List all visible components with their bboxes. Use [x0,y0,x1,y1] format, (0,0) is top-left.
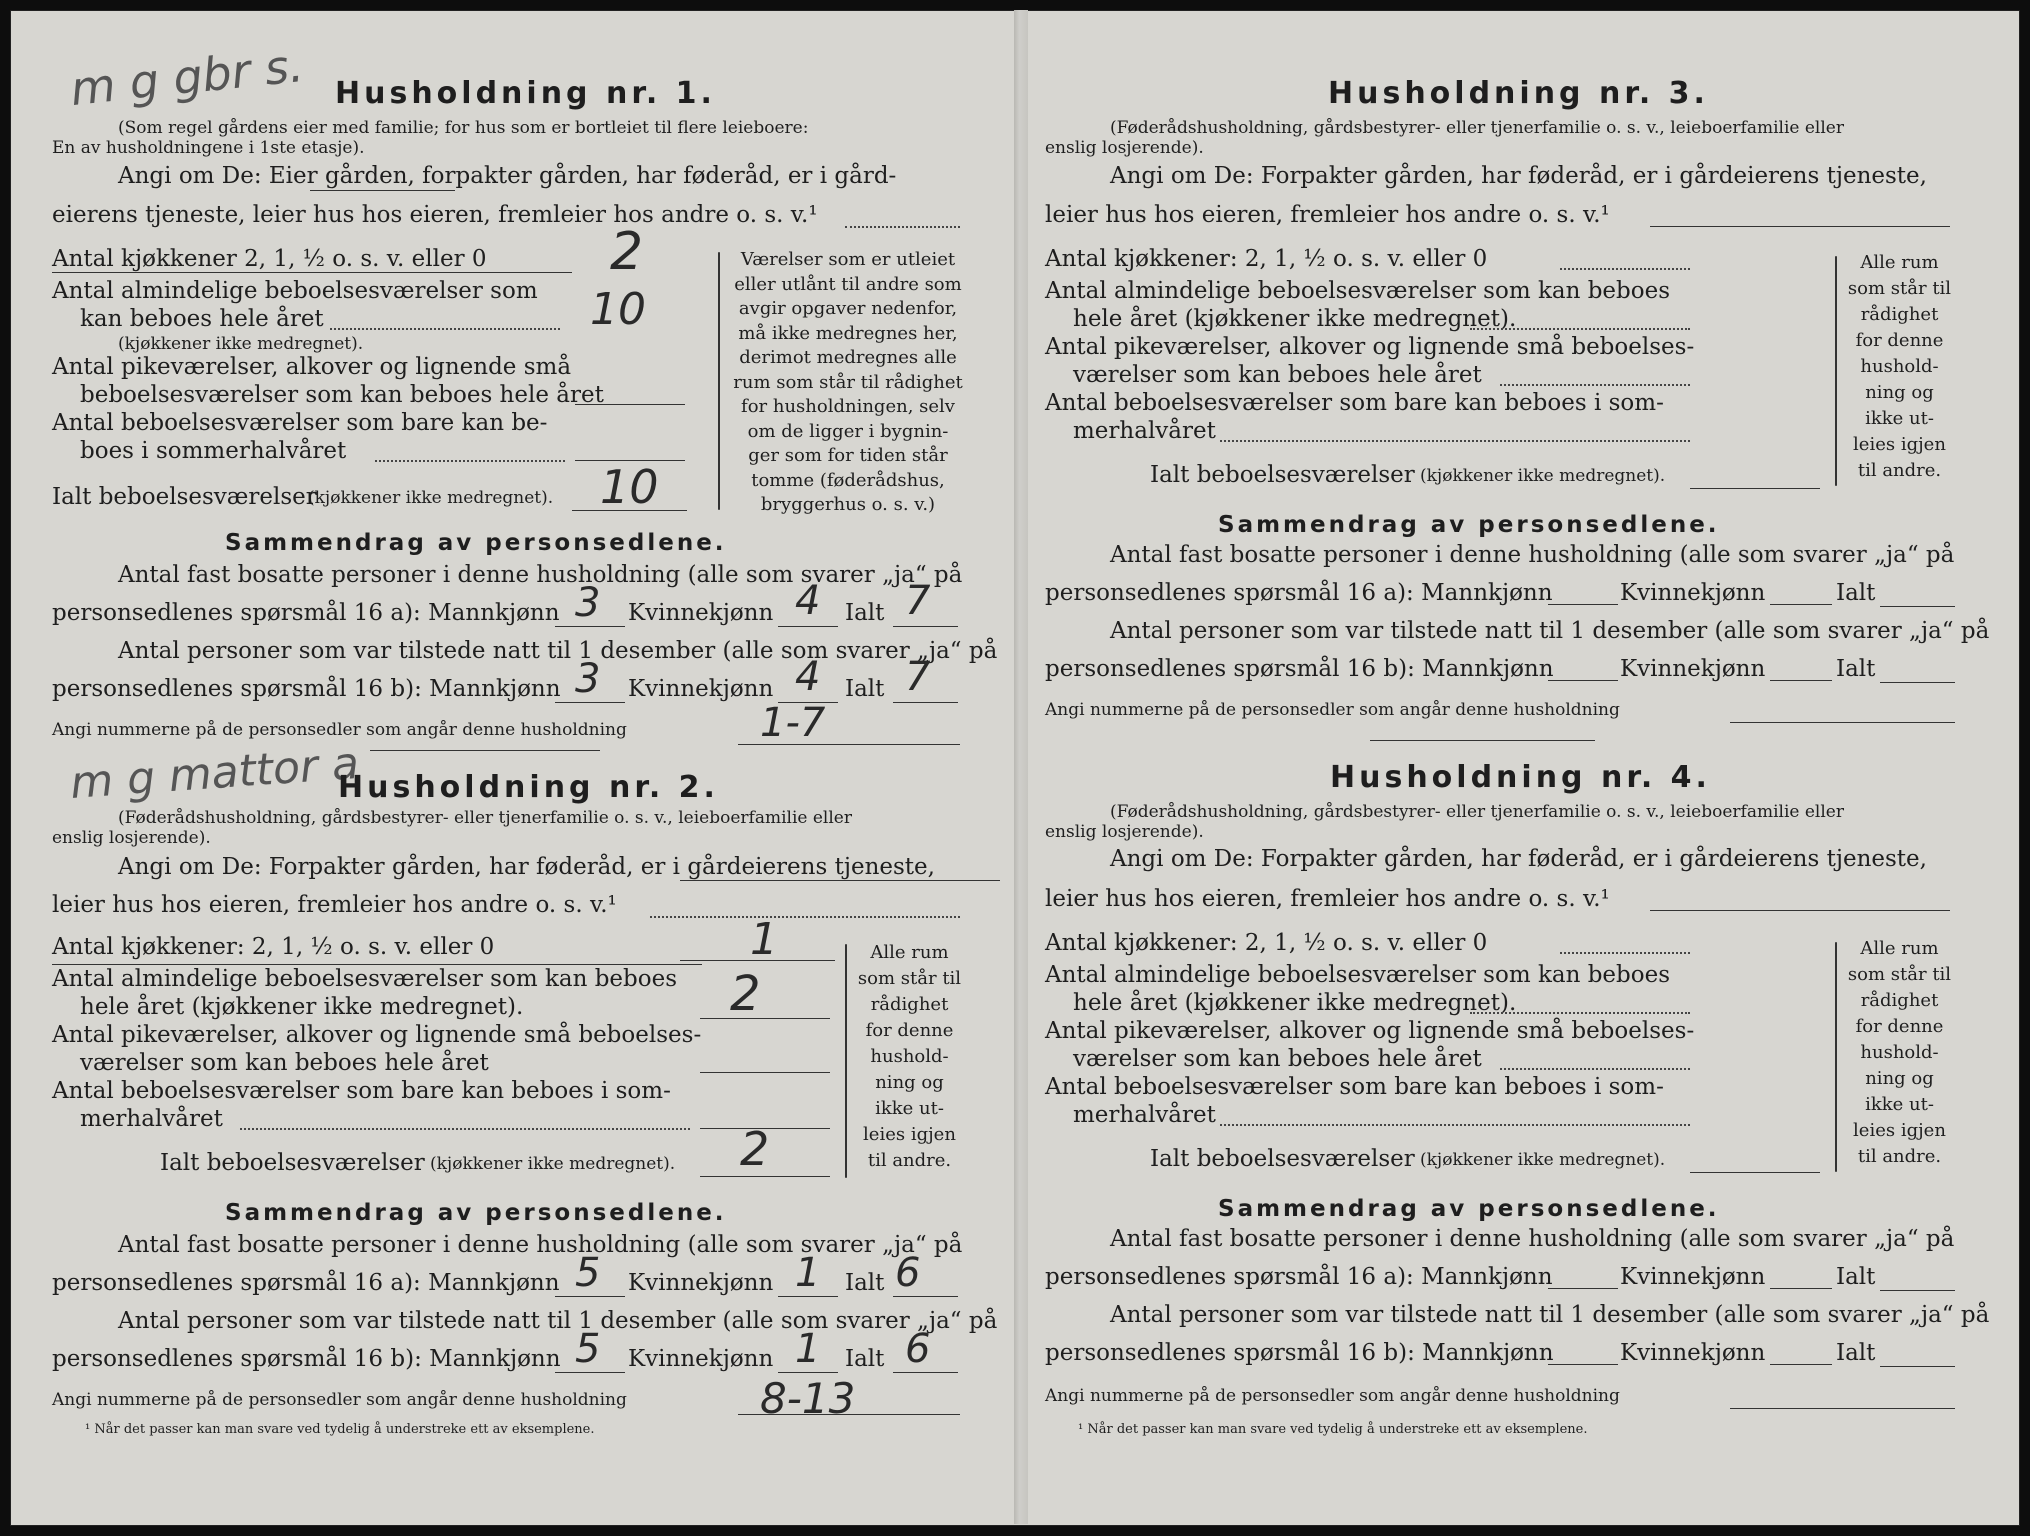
rooms-label: kan beboes hele året [80,306,324,332]
side-note-line: rådighet [1860,990,1939,1011]
answer-line [1500,384,1690,386]
side-note-line: ning og [875,1072,944,1093]
household-title: Husholdning nr. 1. [335,76,716,111]
answer-line [1220,440,1690,442]
side-note-line: leies igjen [1853,1120,1946,1141]
female-count-value: 4 [795,578,821,624]
present-count-question: Antal personer som var tilstede natt til 1 desember (alle som svarer „ja“ på [1110,1302,1990,1328]
summary-title: Sammendrag av personsedlene. [225,530,727,556]
total-rooms-label: Ialt beboelsesværelser [1150,1146,1415,1172]
rooms-label: Antal almindelige beboelsesværelser som kan beboes [1045,278,1671,304]
answer-line [1650,226,1950,227]
small-rooms-label: Antal pikeværelser, alkover og lignende små [52,354,572,380]
answer-line [893,702,958,703]
answer-line [1880,1366,1955,1367]
sheet-numbers-value: 8-13 [760,1374,856,1423]
side-note-line: bryggerhus o. s. v.) [760,494,936,515]
total-label: Ialt [1836,1264,1876,1290]
small-rooms-label: Antal pikeværelser, alkover og lignende små beboelses- [52,1022,702,1048]
male-count-value: 5 [575,1326,601,1372]
household-note: (Føderådshusholdning, gårdsbestyrer- eller tjenerfamilie o. s. v., leieboerfamilie eller [118,808,852,828]
occupancy-question: Angi om De: Forpakter gården, har føderåd, er i gårdeierens tjeneste, [1110,846,1927,872]
occupancy-question: leier hus hos eieren, fremleier hos andre o. s. v.¹ [1045,202,1610,228]
rooms-label: Antal almindelige beboelsesværelser som kan beboes [52,966,678,992]
occupancy-question: leier hus hos eieren, fremleier hos andre o. s. v.¹ [1045,886,1610,912]
answer-line [1770,680,1832,681]
side-note-line: tomme (føderådshus, [751,469,945,491]
present-count-question: personsedlenes spørsmål 16 b): Mannkjønn [52,1346,561,1372]
female-label: Kvinnekjønn [1620,1264,1766,1290]
answer-line [1548,680,1618,681]
answer-line [1690,488,1820,489]
summer-rooms-label: merhalvåret [1073,1102,1216,1128]
answer-line [893,626,958,627]
side-note-line: rum som står til rådighet [733,371,963,393]
occupancy-question: Angi om De: Eier gården, forpakter gården, har føderåd, er i gård- [118,163,897,189]
answer-line [575,404,685,405]
answer-line [1650,910,1950,911]
answer-line [778,626,838,627]
rooms-label: Antal almindelige beboelsesværelser som kan beboes [1045,962,1671,988]
total-label: Ialt [1836,1340,1876,1366]
underline-mark [680,880,1000,881]
side-note-line: ikke ut- [875,1098,944,1119]
household-note: En av husholdningene i 1ste etasje). [52,138,365,158]
total-label: Ialt [1836,656,1876,682]
pencil-note: m g mattor a [68,737,361,810]
small-rooms-label: Antal pikeværelser, alkover og lignende små beboelses- [1045,334,1695,360]
answer-line [52,272,572,273]
total-rooms-label: Ialt beboelsesværelser [160,1150,425,1176]
answer-line [555,626,625,627]
kitchen-count-value: 2 [610,222,644,282]
resident-count-question: personsedlenes spørsmål 16 a): Mannkjønn [52,600,560,626]
present-count-question: Antal personer som var tilstede natt til 1 desember (alle som svarer „ja“ på [118,1308,998,1334]
side-note-line: ning og [1865,382,1934,403]
resident-count-question: Antal fast bosatte personer i denne husholdning (alle som svarer „ja“ på [1110,1226,1955,1252]
occupancy-question: eierens tjeneste, leier hus hos eieren, fremleier hos andre o. s. v.¹ [52,202,818,228]
side-note-line: må ikke medregnes her, [738,322,958,344]
male-count-value: 3 [575,580,601,626]
side-note-line: som står til [1847,964,1952,985]
present-count-question: personsedlenes spørsmål 16 b): Mannkjønn [1045,1340,1554,1366]
answer-line [1548,1288,1618,1289]
female-count-value: 1 [795,1326,821,1372]
side-note-line: til andre. [867,1150,952,1171]
side-note-line: for denne [1855,1016,1944,1037]
side-note-line: eller utlånt til andre som [734,273,962,295]
side-note-line: hushold- [1860,1042,1939,1063]
side-note-line: til andre. [1857,460,1942,481]
side-note-line: for husholdningen, selv [741,396,955,417]
household-note: enslig losjerende). [52,828,211,848]
total-count-value: 6 [905,1326,931,1372]
small-rooms-label: værelser som kan beboes hele året [80,1050,489,1076]
side-note-line: ger som for tiden står [748,445,948,466]
answer-line [1560,952,1690,954]
answer-line [1730,1408,1955,1409]
summary-title: Sammendrag av personsedlene. [1218,1196,1720,1222]
female-label: Kvinnekjønn [628,600,774,626]
total-rooms-note: (kjøkkener ikke medregnet). [1420,1150,1666,1170]
resident-count-question: personsedlenes spørsmål 16 a): Mannkjønn [1045,580,1553,606]
household-note: enslig losjerende). [1045,138,1204,158]
answer-line [572,510,687,511]
answer-line [1560,268,1690,270]
answer-line [555,1296,625,1297]
resident-count-question: Antal fast bosatte personer i denne husholdning (alle som svarer „ja“ på [118,1232,963,1258]
answer-line [893,1372,958,1373]
summer-rooms-label: boes i sommerhalvåret [80,438,347,464]
brace [718,252,720,510]
male-count-value: 3 [575,656,601,702]
side-note-line: Værelser som er utleiet [740,249,956,270]
footnote: ¹ Når det passer kan man svare ved tydelig å understreke ett av eksemplene. [85,1422,595,1437]
rooms-note: (kjøkkener ikke medregnet). [118,334,364,354]
footnote: ¹ Når det passer kan man svare ved tydelig å understreke ett av eksemplene. [1078,1422,1588,1437]
sheet-numbers-label: Angi nummerne på de personsedler som angår denne husholdning [1045,1386,1620,1406]
side-note-line: for denne [1855,330,1944,351]
answer-line [700,1072,830,1073]
small-rooms-label: værelser som kan beboes hele året [1073,362,1482,388]
female-label: Kvinnekjønn [1620,656,1766,682]
brace [845,944,847,1178]
sheet-numbers-value: 1-7 [760,700,826,746]
female-label: Kvinnekjønn [628,1270,774,1296]
kitchen-count-label: Antal kjøkkener: 2, 1, ½ o. s. v. eller 0 [1045,246,1488,272]
side-note-line: leies igjen [1853,434,1946,455]
summer-rooms-label: Antal beboelsesværelser som bare kan be- [52,410,548,436]
side-note [728,248,968,518]
side-note-line: for denne [865,1020,954,1041]
separator-line [1370,740,1595,741]
side-note-line: derimot medregnes alle [739,347,957,368]
total-rooms-note: (kjøkkener ikke medregnet). [430,1154,676,1174]
kitchen-count-label: Antal kjøkkener: 2, 1, ½ o. s. v. eller 0 [52,934,495,960]
answer-line [1470,1012,1690,1014]
total-label: Ialt [845,1346,885,1372]
female-label: Kvinnekjønn [628,676,774,702]
answer-line [778,1296,838,1297]
total-label: Ialt [845,676,885,702]
side-note-line: til andre. [1857,1146,1942,1167]
female-label: Kvinnekjønn [1620,580,1766,606]
summary-title: Sammendrag av personsedlene. [225,1200,727,1226]
answer-line [1690,1172,1820,1173]
answer-line [778,1372,838,1373]
summer-rooms-label: merhalvåret [80,1106,223,1132]
answer-line [1770,604,1832,605]
answer-line [650,916,960,918]
side-note [1842,250,1957,484]
side-note-line: avgir opgaver nedenfor, [738,298,958,319]
pencil-note: m g gbr s. [67,37,306,117]
answer-line [1548,1364,1618,1365]
summary-title: Sammendrag av personsedlene. [1218,512,1720,538]
present-count-question: Antal personer som var tilstede natt til 1 desember (alle som svarer „ja“ på [1110,618,1990,644]
page-fold [1014,10,1028,1524]
answer-line [893,1296,958,1297]
answer-line [1770,1364,1832,1365]
total-count-value: 7 [905,654,931,700]
answer-line [52,964,702,965]
side-note-line: ikke ut- [1865,1094,1934,1115]
kitchen-count-value: 1 [750,914,778,965]
answer-line [240,1128,690,1130]
sheet-numbers-label: Angi nummerne på de personsedler som angår denne husholdning [52,720,627,740]
answer-line [555,702,625,703]
side-note-line: ikke ut- [1865,408,1934,429]
answer-line [555,1372,625,1373]
underline-mark [310,190,455,191]
answer-line [845,226,960,228]
total-rooms-value: 10 [600,460,659,514]
small-rooms-label: beboelsesværelser som kan beboes hele året [80,382,604,408]
household-note: (Føderådshusholdning, gårdsbestyrer- eller tjenerfamilie o. s. v., leieboerfamilie eller [1110,118,1844,138]
side-note-line: Alle rum [1860,938,1939,959]
separator-line [370,750,600,751]
total-label: Ialt [845,1270,885,1296]
total-rooms-note: (kjøkkener ikke medregnet). [308,488,554,508]
side-note-line: rådighet [870,994,949,1015]
female-count-value: 4 [795,654,821,700]
female-label: Kvinnekjønn [1620,1340,1766,1366]
rooms-label: hele året (kjøkkener ikke medregnet). [1073,306,1517,332]
total-rooms-note: (kjøkkener ikke medregnet). [1420,466,1666,486]
side-note-line: hushold- [870,1046,949,1067]
side-note [852,940,967,1174]
brace [1835,256,1837,486]
household-note: (Føderådshusholdning, gårdsbestyrer- eller tjenerfamilie o. s. v., leieboerfamilie eller [1110,802,1844,822]
sheet-numbers-label: Angi nummerne på de personsedler som angår denne husholdning [1045,700,1620,720]
household-note: enslig losjerende). [1045,822,1204,842]
household-title: Husholdning nr. 4. [1330,760,1711,795]
household-title: Husholdning nr. 2. [338,770,719,805]
rooms-label: hele året (kjøkkener ikke medregnet). [1073,990,1517,1016]
resident-count-question: personsedlenes spørsmål 16 a): Mannkjønn [52,1270,560,1296]
side-note-line: hushold- [1860,356,1939,377]
male-count-value: 5 [575,1250,601,1296]
side-note [1842,936,1957,1170]
answer-line [1880,1290,1955,1291]
answer-line [700,1176,830,1177]
present-count-question: Antal personer som var tilstede natt til 1 desember (alle som svarer „ja“ på [118,638,998,664]
answer-line [1220,1124,1690,1126]
answer-line [375,460,565,462]
summer-rooms-label: merhalvåret [1073,418,1216,444]
small-rooms-label: værelser som kan beboes hele året [1073,1046,1482,1072]
rooms-label: hele året (kjøkkener ikke medregnet). [80,994,524,1020]
rooms-label: Antal almindelige beboelsesværelser som [52,278,538,304]
resident-count-question: Antal fast bosatte personer i denne husholdning (alle som svarer „ja“ på [1110,542,1955,568]
occupancy-question: Angi om De: Forpakter gården, har føderåd, er i gårdeierens tjeneste, [118,854,935,880]
answer-line [700,1018,830,1019]
answer-line [1500,1068,1690,1070]
total-rooms-value: 2 [740,1122,770,1176]
kitchen-count-label: Antal kjøkkener: 2, 1, ½ o. s. v. eller 0 [1045,930,1488,956]
summer-rooms-label: Antal beboelsesværelser som bare kan beboes i som- [52,1078,671,1104]
female-count-value: 1 [795,1250,821,1296]
rooms-value: 10 [590,284,646,335]
small-rooms-label: Antal pikeværelser, alkover og lignende små beboelses- [1045,1018,1695,1044]
present-count-question: personsedlenes spørsmål 16 b): Mannkjønn [1045,656,1554,682]
sheet-numbers-label: Angi nummerne på de personsedler som angår denne husholdning [52,1390,627,1410]
total-count-value: 7 [905,578,931,624]
occupancy-question: Angi om De: Forpakter gården, har føderåd, er i gårdeierens tjeneste, [1110,163,1927,189]
total-rooms-label: Ialt beboelsesværelser [52,484,317,510]
summer-rooms-label: Antal beboelsesværelser som bare kan beboes i som- [1045,390,1664,416]
summer-rooms-label: Antal beboelsesværelser som bare kan beboes i som- [1045,1074,1664,1100]
kitchen-count-label: Antal kjøkkener 2, 1, ½ o. s. v. eller 0 [52,246,487,272]
answer-line [1880,682,1955,683]
side-note-line: Alle rum [870,942,949,963]
total-count-value: 6 [895,1250,921,1296]
answer-line [1548,604,1618,605]
household-title: Husholdning nr. 3. [1328,76,1709,111]
brace [1835,942,1837,1172]
answer-line [1770,1288,1832,1289]
answer-line [1470,328,1690,330]
occupancy-question: leier hus hos eieren, fremleier hos andre o. s. v.¹ [52,892,617,918]
side-note-line: leies igjen [863,1124,956,1145]
household-note: (Som regel gårdens eier med familie; for hus som er bortleiet til flere leieboere: [118,118,809,138]
side-note-line: rådighet [1860,304,1939,325]
answer-line [330,328,560,330]
total-rooms-label: Ialt beboelsesværelser [1150,462,1415,488]
side-note-line: som står til [857,968,962,989]
side-note-line: Alle rum [1860,252,1939,273]
female-label: Kvinnekjønn [628,1346,774,1372]
resident-count-question: personsedlenes spørsmål 16 a): Mannkjønn [1045,1264,1553,1290]
resident-count-question: Antal fast bosatte personer i denne husholdning (alle som svarer „ja“ på [118,562,963,588]
total-label: Ialt [1836,580,1876,606]
side-note-line: som står til [1847,278,1952,299]
answer-line [1730,722,1955,723]
present-count-question: personsedlenes spørsmål 16 b): Mannkjønn [52,676,561,702]
side-note-line: ning og [1865,1068,1934,1089]
rooms-value: 2 [730,966,761,1022]
side-note-line: om de ligger i bygnin- [747,420,949,442]
total-label: Ialt [845,600,885,626]
answer-line [1880,606,1955,607]
